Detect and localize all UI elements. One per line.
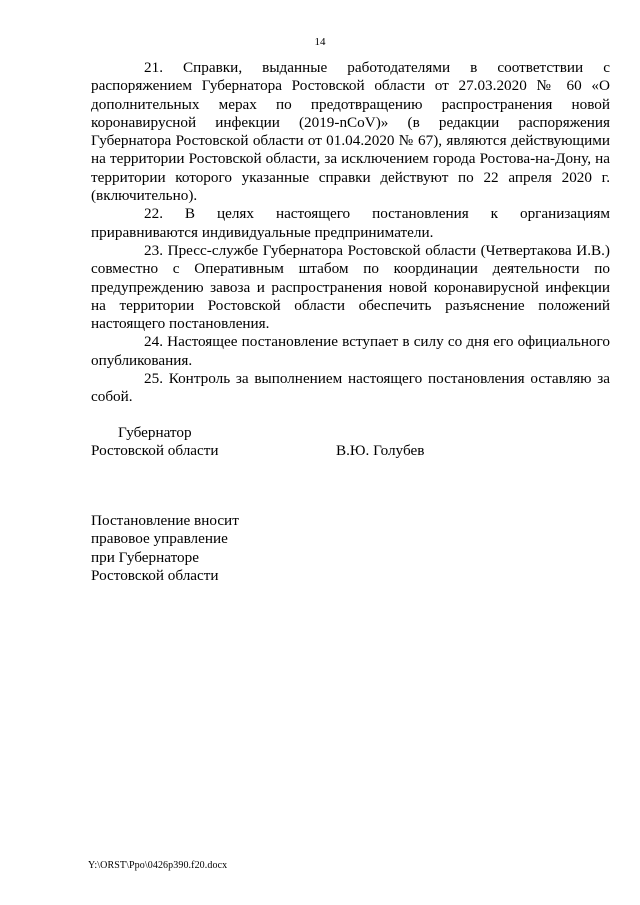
paragraph-25: 25. Контроль за выполнением настоящего постановления оставляю за собой. [91, 370, 610, 406]
footer-file-path: Y:\ORST\Ppo\0426p390.f20.docx [88, 860, 228, 871]
page-number: 14 [314, 36, 326, 48]
submitted-by-line: при Губернаторе [91, 548, 199, 566]
paragraph-24: 24. Настоящее постановление вступает в силу со дня его официального опубликования. [91, 333, 610, 369]
paragraph-23: 23. Пресс-службе Губернатора Ростовской области (Четвертакова И.В.) совместно с Оперативным штабом по координации деятельности по предупреждению завоза и распространения новой коронавирусной инфекции на территории Ростовской области обеспечить разъяснение положений настоящего постановления. [91, 241, 610, 333]
submitted-by-line: Ростовской области [91, 566, 219, 584]
signatory-title-line1: Губернатор [118, 424, 192, 441]
submitted-by-line: правовое управление [91, 530, 228, 548]
submitted-by-line: Постановление вносит [91, 512, 239, 529]
signatory-name: В.Ю. Голубев [336, 442, 425, 459]
document-body [91, 59, 610, 407]
submitted-by-block [91, 512, 239, 585]
paragraph-21: 21. Справки, выданные работодателями в соответствии с распоряжением Губернатора Ростовской области от 27.03.2020 № 60 «О дополнительных мерах по предотвращению распространения новой коронавирусной инфекции (2019-nCoV)» (в редакции распоряжения Губернатора Ростовской области от 01.04.2020 № 67), являются действующими на территории Ростовской области, за исключением города Ростова-на-Дону, на территории которого указанные справки действуют по 22 апреля 2020 г. (включительно). [91, 59, 610, 205]
paragraph-22: 22. В целях настоящего постановления к организациям приравниваются индивидуальные предприниматели. [91, 205, 610, 241]
signatory-title-line2: Ростовской области [91, 442, 219, 459]
